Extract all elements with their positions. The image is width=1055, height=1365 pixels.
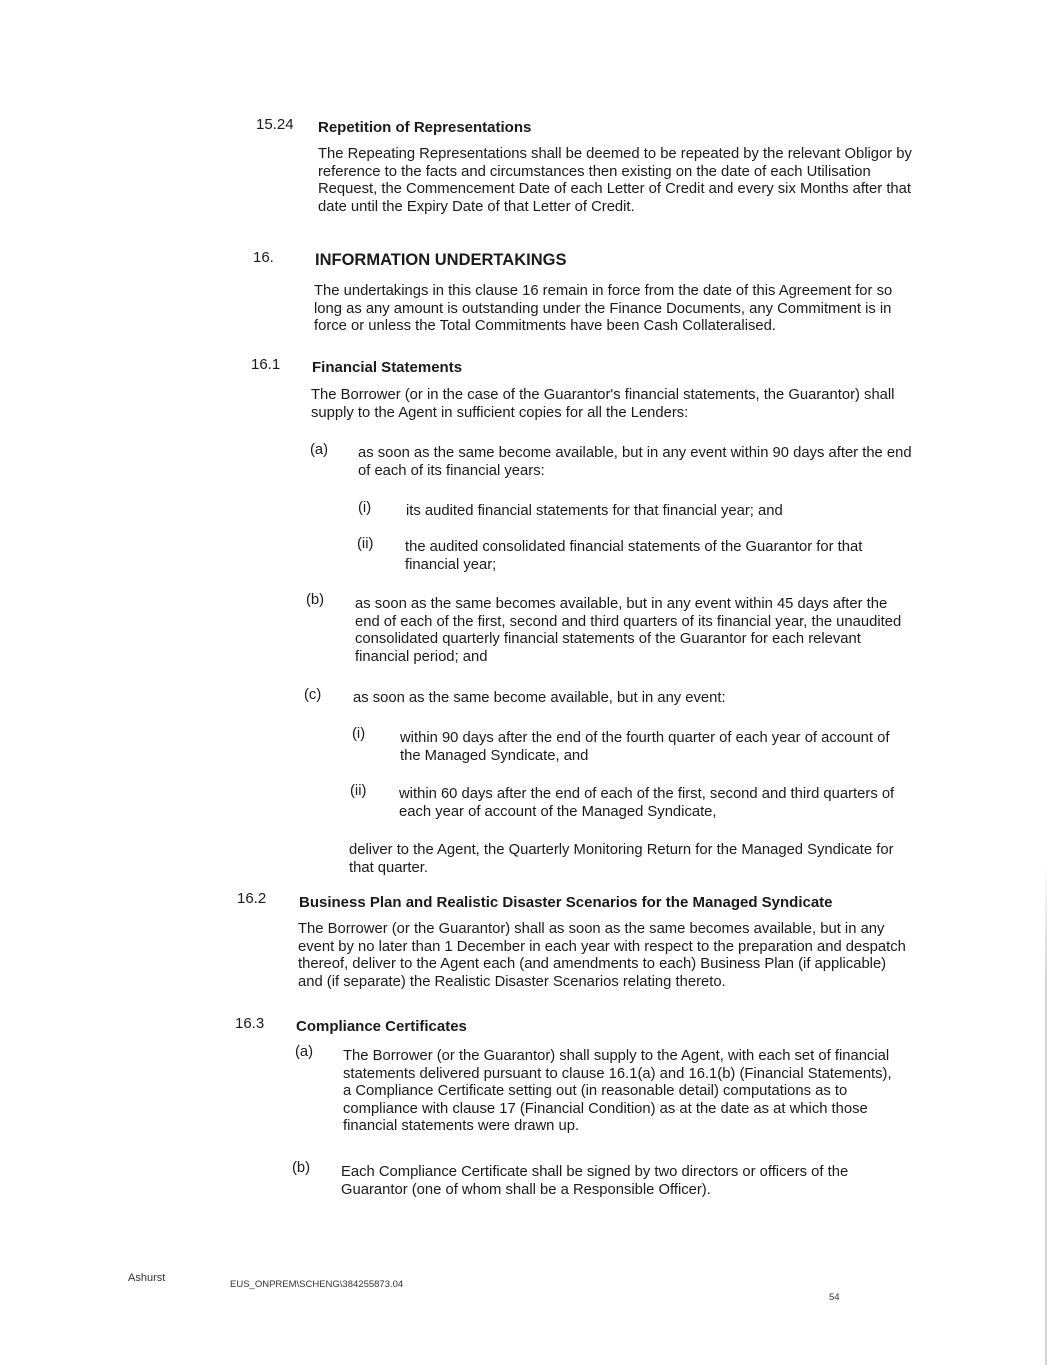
clause-16-1-a-ii-label: (ii) xyxy=(357,536,374,552)
clause-16-1-c-label: (c) xyxy=(304,687,322,703)
clause-16-3-title: Compliance Certificates xyxy=(296,1018,467,1035)
clause-16-1-c-ii-text: within 60 days after the end of each of the first, second and third quarters of each year of account of the Managed Syndicate, xyxy=(399,786,895,820)
clause-16-1-c-tail: deliver to the Agent, the Quarterly Monitoring Return for the Managed Syndicate for that quarter. xyxy=(349,842,894,876)
clause-16-2-title: Business Plan and Realistic Disaster Scenarios for the Managed Syndicate xyxy=(299,894,833,911)
clause-16-3-a-label: (a) xyxy=(295,1044,314,1060)
clause-16-3-b-text: Each Compliance Certificate shall be signed by two directors or officers of the Guarantor (one of whom shall be a Responsible Officer). xyxy=(341,1164,849,1198)
clause-16-2-number: 16.2 xyxy=(237,890,267,907)
footer-firm: Ashurst xyxy=(128,1272,166,1284)
clause-16-title: INFORMATION UNDERTAKINGS xyxy=(315,251,567,269)
clause-16-3-a-text: The Borrower (or the Guarantor) shall supply to the Agent, with each set of financial statements delivered pursuant to clause 16.1(a) and 16.1(b) (Financial Statements), a Compliance Certificate setting out (in reasonable detail) computations as to compliance with clause 17 (Financial Condition) as at the date as at which those financial statements were drawn up. xyxy=(343,1048,892,1135)
clause-16-3-b-label: (b) xyxy=(292,1160,311,1176)
clause-16-1-c-ii-label: (ii) xyxy=(350,783,367,799)
scan-edge-line xyxy=(1045,860,1047,1365)
clause-16-1-a-i-label: (i) xyxy=(358,500,372,516)
clause-16-1-number: 16.1 xyxy=(251,356,281,373)
footer-page-number: 54 xyxy=(829,1292,840,1303)
clause-16-1-intro: The Borrower (or in the case of the Guarantor's financial statements, the Guarantor) shall supply to the Agent in sufficient copies for all the Lenders: xyxy=(311,387,895,421)
clause-16-1-b-text: as soon as the same becomes available, but in any event within 45 days after the end of each of the first, second and third quarters of its financial year, the unaudited consolidated quarterly financial statements of the Guarantor for each relevant financial period; and xyxy=(355,596,902,665)
clause-16-1-c-text: as soon as the same become available, but in any event: xyxy=(353,690,726,706)
clause-16-1-c-i-label: (i) xyxy=(352,726,366,742)
clause-16-number: 16. xyxy=(253,249,274,266)
clause-16-1-a-i-text: its audited financial statements for that financial year; and xyxy=(406,503,783,519)
clause-16-3-number: 16.3 xyxy=(235,1015,265,1032)
clause-16-text: The undertakings in this clause 16 remain in force from the date of this Agreement for so long as any amount is outstanding under the Finance Documents, any Commitment is in force or unless the Total Commitments have been Cash Collateralised. xyxy=(314,283,893,335)
clause-16-1-a-text: as soon as the same become available, but in any event within 90 days after the end of each of its financial years: xyxy=(358,445,912,479)
clause-15-24-text: The Repeating Representations shall be deemed to be repeated by the relevant Obligor by reference to the facts and circumstances then existing on the date of each Utilisation Request, the Commencement Date of each Letter of Credit and every six Months after that date until the Expiry Date of that Letter of Credit. xyxy=(318,146,912,215)
clause-15-24-title: Repetition of Representations xyxy=(318,119,532,136)
clause-16-1-b-label: (b) xyxy=(306,592,325,608)
clause-16-1-title: Financial Statements xyxy=(312,359,463,376)
footer-reference: EUS_ONPREM\SCHENG\384255873.04 xyxy=(230,1279,404,1290)
clause-16-1-c-i-text: within 90 days after the end of the fourth quarter of each year of account of the Managed Syndicate, and xyxy=(400,730,890,764)
clause-16-1-a-ii-text: the audited consolidated financial statements of the Guarantor for that financial year; xyxy=(405,539,863,573)
clause-15-24-number: 15.24 xyxy=(256,116,294,133)
clause-16-1-a-label: (a) xyxy=(310,442,329,458)
clause-16-2-text: The Borrower (or the Guarantor) shall as soon as the same becomes available, but in any event by no later than 1 December in each year with respect to the preparation and despatch thereof, deliver to the Agent each (and amendments to each) Business Plan (if applicable) and (if separate) the Realistic Disaster Scenarios relating thereto. xyxy=(298,921,906,990)
